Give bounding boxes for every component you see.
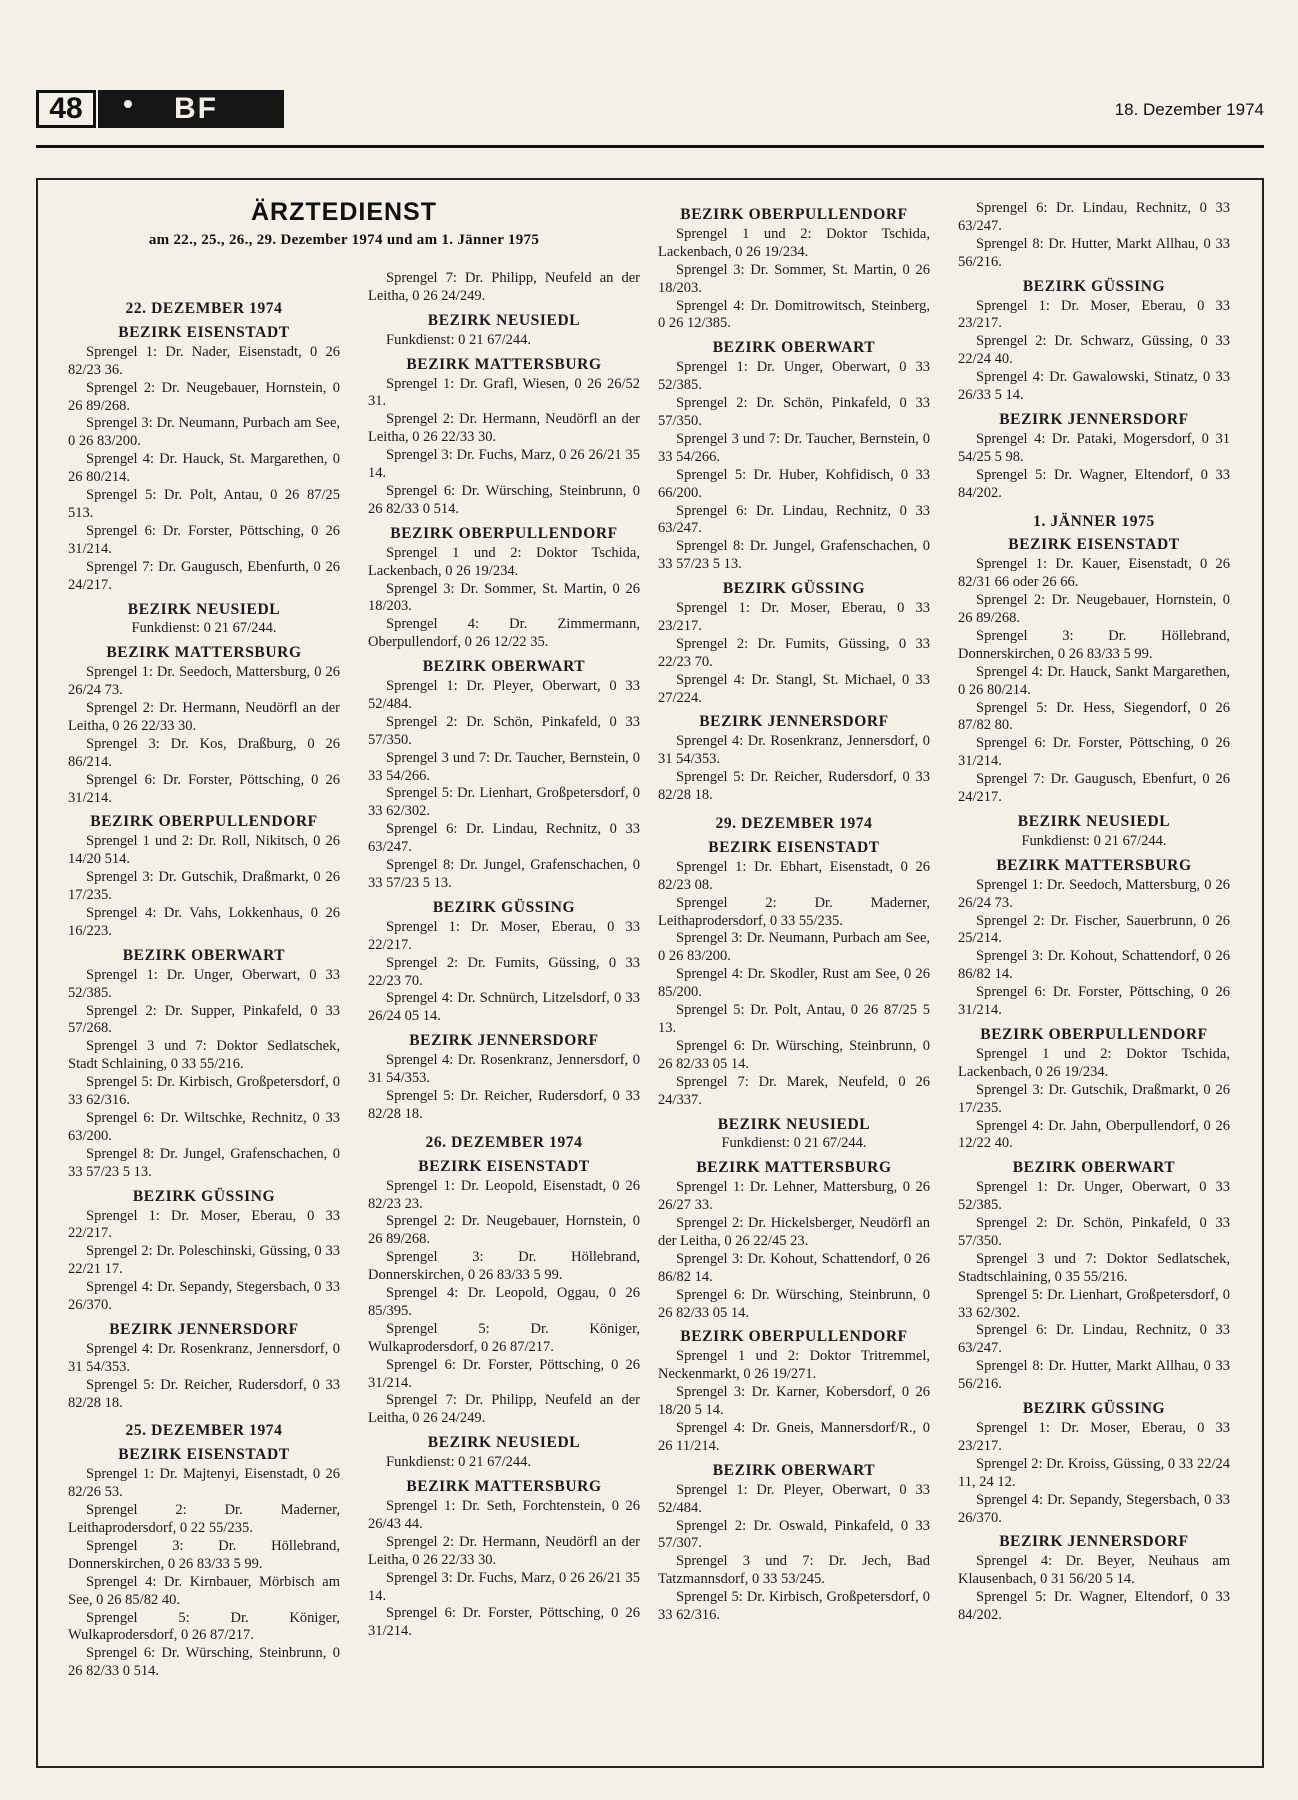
duty-entry: Sprengel 3 und 7: Dr. Jech, Bad Tatzmannsdorf, 0 33 53/245.: [658, 1553, 930, 1588]
duty-entry: Sprengel 5: Dr. Lienhart, Großpetersdorf, 0 33 62/302.: [958, 1286, 1230, 1321]
text-column-1: [68, 290, 340, 1681]
duty-entry: Funkdienst: 0 21 67/244.: [131, 620, 277, 637]
duty-entry: Sprengel 2: Dr. Schön, Pinkafeld, 0 33 57/350.: [658, 395, 930, 429]
duty-entry: Sprengel 5: Dr. Lienhart, Großpetersdorf, 0 33 62/302.: [368, 785, 640, 820]
district-heading: BEZIRK OBERWART: [1012, 1159, 1176, 1177]
notice-title: ÄRZTEDIENST: [251, 198, 437, 226]
duty-entry: Sprengel 4: Dr. Rosenkranz, Jennersdorf, 0 31 54/353.: [658, 733, 930, 768]
duty-entry: Sprengel 1 und 2: Doktor Tschida, Lackenbach, 0 26 19/234.: [368, 544, 640, 579]
duty-entry: Sprengel 3: Dr. Gutschik, Draßmarkt, 0 26 17/235.: [68, 869, 340, 904]
duty-entry: Sprengel 3: Dr. Höllebrand, Donnerskirchen, 0 26 83/33 5 99.: [68, 1537, 340, 1572]
duty-entry: Sprengel 6: Dr. Würsching, Steinbrunn, 0 26 82/33 05 14.: [658, 1286, 930, 1321]
duty-entry: Sprengel 4: Dr. Rosenkranz, Jennersdorf, 0 31 54/353.: [368, 1052, 640, 1087]
district-heading: BEZIRK MATTERSBURG: [696, 1159, 892, 1177]
duty-entry: Sprengel 4: Dr. Pataki, Mogersdorf, 0 31 54/25 5 98.: [958, 430, 1230, 465]
duty-entry: Sprengel 8: Dr. Hutter, Markt Allhau, 0 33 56/216.: [958, 235, 1230, 270]
duty-entry: Sprengel 6: Dr. Lindau, Rechnitz, 0 33 63/247.: [368, 821, 640, 856]
duty-entry: Sprengel 1: Dr. Moser, Eberau, 0 33 23/217.: [958, 1420, 1230, 1454]
district-heading: BEZIRK NEUSIEDL: [1017, 813, 1171, 830]
notice-subtitle: am 22., 25., 26., 29. Dezember 1974 und am 1. Jänner 1975: [148, 232, 540, 248]
duty-entry: Sprengel 1: Dr. Pleyer, Oberwart, 0 33 52/484.: [368, 678, 640, 712]
duty-entry: Sprengel 7: Dr. Philipp, Neufeld an der Leitha, 0 26 24/249.: [368, 270, 640, 304]
duty-entry: Sprengel 1: Dr. Lehner, Mattersburg, 0 26 26/27 33.: [658, 1179, 930, 1214]
date-heading: 25. DEZEMBER 1974: [125, 1422, 283, 1440]
duty-entry: Sprengel 3: Dr. Karner, Kobersdorf, 0 26 18/20 5 14.: [658, 1384, 930, 1419]
duty-entry: Sprengel 2: Dr. Hickelsberger, Neudörfl an der Leitha, 0 26 22/45 23.: [658, 1215, 930, 1249]
duty-entry: Sprengel 2: Dr. Hermann, Neudörfl an der Leitha, 0 26 22/33 30.: [368, 1533, 640, 1568]
district-heading: BEZIRK NEUSIEDL: [127, 600, 281, 618]
duty-entry: Sprengel 4: Dr. Sepandy, Stegersbach, 0 33 26/370.: [958, 1491, 1230, 1526]
district-heading: BEZIRK EISENSTADT: [118, 1446, 290, 1464]
district-heading: BEZIRK MATTERSBURG: [406, 1478, 602, 1496]
duty-entry: Sprengel 2: Dr. Hermann, Neudörfl an der Leitha, 0 26 22/33 30.: [368, 411, 640, 446]
district-heading: BEZIRK NEUSIEDL: [427, 1434, 581, 1452]
duty-entry: Sprengel 8: Dr. Hutter, Markt Allhau, 0 33 56/216.: [958, 1358, 1230, 1393]
duty-entry: Sprengel 6: Dr. Würsching, Steinbrunn, 0 26 82/33 0 514.: [368, 482, 640, 517]
duty-entry: Sprengel 3: Dr. Sommer, St. Martin, 0 26 18/203.: [368, 580, 640, 615]
duty-entry: Sprengel 1: Dr. Kauer, Eisenstadt, 0 26 82/31 66 oder 26 66.: [958, 556, 1230, 591]
duty-entry: Sprengel 3: Dr. Gutschik, Draßmarkt, 0 26 17/235.: [958, 1081, 1230, 1116]
publication-logo: [98, 90, 284, 128]
duty-entry: Sprengel 3: Dr. Fuchs, Marz, 0 26 26/21 35 14.: [368, 1569, 640, 1604]
duty-entry: Sprengel 5: Dr. Königer, Wulkaprodersdorf, 0 26 87/217.: [68, 1609, 340, 1644]
duty-entry: Sprengel 2: Dr. Neugebauer, Hornstein, 0 26 89/268.: [368, 1213, 640, 1248]
logo-dot-icon: [124, 100, 132, 108]
publication-name: BF: [174, 92, 218, 125]
duty-entry: Sprengel 6: Dr. Forster, Pöttsching, 0 26 31/214.: [68, 771, 340, 806]
duty-entry: Sprengel 1: Dr. Majtenyi, Eisenstadt, 0 26 82/26 53.: [68, 1466, 340, 1501]
duty-entry: Funkdienst: 0 21 67/244.: [386, 1454, 532, 1471]
duty-entry: Sprengel 2: Dr. Fischer, Sauerbrunn, 0 26 25/214.: [958, 912, 1230, 947]
duty-entry: Sprengel 3 und 7: Doktor Sedlatschek, Stadtschlaining, 0 35 55/216.: [958, 1250, 1230, 1285]
district-heading: BEZIRK JENNERSDORF: [699, 713, 889, 731]
duty-entry: Sprengel 1: Dr. Nader, Eisenstadt, 0 26 82/23 36.: [68, 343, 340, 378]
district-heading: BEZIRK JENNERSDORF: [409, 1032, 599, 1050]
district-heading: BEZIRK JENNERSDORF: [999, 1533, 1189, 1551]
duty-entry: Sprengel 6: Dr. Würsching, Steinbrunn, 0 26 82/33 0 514.: [68, 1645, 340, 1680]
masthead: [36, 90, 1264, 130]
district-heading: BEZIRK OBERPULLENDORF: [980, 1025, 1208, 1043]
page-number: 48: [36, 90, 96, 128]
duty-entry: Sprengel 3: Dr. Höllebrand, Donnerskirchen, 0 26 83/33 5 99.: [958, 627, 1230, 662]
duty-entry: Sprengel 2: Dr. Maderner, Leithaprodersdorf, 0 22 55/235.: [68, 1502, 340, 1536]
district-heading: BEZIRK JENNERSDORF: [109, 1320, 299, 1338]
duty-entry: Sprengel 4: Dr. Beyer, Neuhaus am Klausenbach, 0 31 56/20 5 14.: [958, 1553, 1230, 1588]
duty-entry: Sprengel 2: Dr. Schwarz, Güssing, 0 33 22/24 40.: [958, 333, 1230, 368]
duty-entry: Sprengel 3 und 7: Dr. Taucher, Bernstein, 0 33 54/266.: [368, 749, 640, 784]
duty-entry: Sprengel 1 und 2: Dr. Roll, Nikitsch, 0 26 14/20 514.: [68, 833, 340, 868]
district-heading: BEZIRK MATTERSBURG: [106, 644, 302, 662]
district-heading: BEZIRK OBERPULLENDORF: [90, 813, 318, 831]
duty-entry: Sprengel 1 und 2: Doktor Tschida, Lackenbach, 0 26 19/234.: [958, 1045, 1230, 1080]
district-heading: BEZIRK OBERWART: [422, 658, 586, 676]
duty-entry: Sprengel 2: Dr. Maderner, Leithaprodersdorf, 0 33 55/235.: [658, 894, 930, 929]
duty-entry: Sprengel 4: Dr. Kirnbauer, Mörbisch am See, 0 26 85/82 40.: [68, 1573, 340, 1608]
duty-entry: Sprengel 1: Dr. Moser, Eberau, 0 33 23/217.: [958, 297, 1230, 332]
duty-entry: Sprengel 5: Dr. Kirbisch, Großpetersdorf, 0 33 62/316.: [658, 1589, 930, 1624]
date-heading: 29. DEZEMBER 1974: [715, 815, 873, 832]
duty-entry: Sprengel 3: Dr. Höllebrand, Donnerskirchen, 0 26 83/33 5 99.: [368, 1249, 640, 1284]
duty-entry: Sprengel 4: Dr. Gawalowski, Stinatz, 0 33 26/33 5 14.: [958, 369, 1230, 404]
duty-entry: Funkdienst: 0 21 67/244.: [386, 331, 532, 348]
text-column-4: [958, 200, 1230, 1625]
duty-entry: Sprengel 8: Dr. Jungel, Grafenschachen, 0 33 57/23 5 13.: [658, 538, 930, 573]
duty-entry: Sprengel 1: Dr. Unger, Oberwart, 0 33 52/385.: [958, 1179, 1230, 1214]
duty-entry: Sprengel 6: Dr. Forster, Pöttsching, 0 26 31/214.: [958, 984, 1230, 1019]
duty-entry: Sprengel 1: Dr. Moser, Eberau, 0 33 22/217.: [368, 918, 640, 953]
duty-entry: Sprengel 3: Dr. Kos, Draßburg, 0 26 86/214.: [68, 735, 340, 770]
duty-entry: Sprengel 5: Dr. Reicher, Rudersdorf, 0 33 82/28 18.: [368, 1087, 640, 1122]
duty-entry: Sprengel 6: Dr. Lindau, Rechnitz, 0 33 63/247.: [958, 200, 1230, 234]
duty-entry: Sprengel 2: Dr. Fumits, Güssing, 0 33 22/23 70.: [368, 954, 640, 989]
date-heading: 1. JÄNNER 1975: [1033, 512, 1155, 530]
duty-entry: Sprengel 5: Dr. Wagner, Eltendorf, 0 33 84/202.: [958, 1589, 1230, 1624]
district-heading: BEZIRK EISENSTADT: [118, 323, 290, 341]
duty-entry: Sprengel 1: Dr. Seth, Forchtenstein, 0 26 26/43 44.: [368, 1498, 640, 1532]
duty-entry: Sprengel 1: Dr. Unger, Oberwart, 0 33 52/385.: [68, 966, 340, 1001]
district-heading: BEZIRK GÜSSING: [132, 1187, 276, 1205]
date-heading: 22. DEZEMBER 1974: [125, 300, 283, 317]
district-heading: BEZIRK OBERWART: [122, 946, 286, 964]
district-heading: BEZIRK OBERPULLENDORF: [390, 524, 618, 542]
duty-entry: Sprengel 4: Dr. Sepandy, Stegersbach, 0 33 26/370.: [68, 1279, 340, 1314]
duty-entry: Sprengel 2: Dr. Oswald, Pinkafeld, 0 33 57/307.: [658, 1517, 930, 1552]
text-column-2: [368, 270, 640, 1641]
duty-entry: Sprengel 4: Dr. Gneis, Mannersdorf/R., 0 26 11/214.: [658, 1420, 930, 1454]
district-heading: BEZIRK OBERPULLENDORF: [680, 1328, 908, 1346]
district-heading: BEZIRK GÜSSING: [722, 580, 866, 598]
duty-entry: Sprengel 5: Dr. Wagner, Eltendorf, 0 33 84/202.: [958, 466, 1230, 501]
duty-entry: Sprengel 5: Dr. Königer, Wulkaprodersdorf, 0 26 87/217.: [368, 1320, 640, 1355]
duty-entry: Sprengel 4: Dr. Schnürch, Litzelsdorf, 0 33 26/24 05 14.: [368, 990, 640, 1025]
header-rule: [36, 145, 1264, 148]
duty-entry: Sprengel 1: Dr. Moser, Eberau, 0 33 23/217.: [658, 600, 930, 634]
district-heading: BEZIRK EISENSTADT: [708, 838, 880, 856]
duty-entry: Sprengel 1: Dr. Leopold, Eisenstadt, 0 26 82/23 23.: [368, 1177, 640, 1212]
duty-entry: Sprengel 1: Dr. Seedoch, Mattersburg, 0 26 26/24 73.: [958, 876, 1230, 911]
duty-entry: Sprengel 5: Dr. Polt, Antau, 0 26 87/25 513.: [68, 487, 340, 521]
duty-entry: Sprengel 8: Dr. Jungel, Grafenschachen, 0 33 57/23 5 13.: [368, 857, 640, 891]
duty-entry: Sprengel 3: Dr. Sommer, St. Martin, 0 26 18/203.: [658, 261, 930, 296]
issue-date: 18. Dezember 1974: [1114, 100, 1264, 119]
district-heading: BEZIRK OBERWART: [712, 1461, 876, 1479]
duty-entry: Sprengel 4: Dr. Hauck, St. Margarethen, 0 26 80/214.: [68, 451, 340, 486]
duty-entry: Sprengel 2: Dr. Poleschinski, Güssing, 0 33 22/21 17.: [68, 1243, 340, 1278]
duty-entry: Sprengel 3 und 7: Doktor Sedlatschek, Stadt Schlaining, 0 33 55/216.: [68, 1038, 340, 1073]
district-heading: BEZIRK GÜSSING: [1022, 277, 1166, 295]
duty-entry: Sprengel 3: Dr. Kohout, Schattendorf, 0 26 86/82 14.: [958, 948, 1230, 983]
duty-entry: Sprengel 6: Dr. Forster, Pöttsching, 0 26 31/214.: [958, 735, 1230, 770]
duty-entry: Sprengel 4: Dr. Vahs, Lokkenhaus, 0 26 16/223.: [68, 905, 340, 939]
duty-entry: Sprengel 1 und 2: Doktor Tschida, Lackenbach, 0 26 19/234.: [658, 225, 930, 260]
duty-entry: Sprengel 4: Dr. Leopold, Oggau, 0 26 85/395.: [368, 1285, 640, 1319]
duty-entry: Sprengel 6: Dr. Lindau, Rechnitz, 0 33 63/247.: [958, 1322, 1230, 1357]
duty-entry: Sprengel 2: Dr. Supper, Pinkafeld, 0 33 57/268.: [68, 1002, 340, 1037]
date-heading: 26. DEZEMBER 1974: [425, 1133, 583, 1151]
duty-entry: Sprengel 5: Dr. Reicher, Rudersdorf, 0 33 82/28 18.: [658, 769, 930, 804]
duty-entry: Sprengel 6: Dr. Forster, Pöttsching, 0 26 31/214.: [368, 1356, 640, 1391]
duty-entry: Sprengel 6: Dr. Würsching, Steinbrunn, 0 26 82/33 05 14.: [658, 1037, 930, 1072]
duty-entry: Sprengel 2: Dr. Hermann, Neudörfl an der Leitha, 0 26 22/33 30.: [68, 700, 340, 734]
duty-entry: Sprengel 5: Dr. Reicher, Rudersdorf, 0 33 82/28 18.: [68, 1376, 340, 1411]
district-heading: BEZIRK MATTERSBURG: [996, 856, 1192, 874]
duty-entry: Sprengel 6: Dr. Forster, Pöttsching, 0 26 31/214.: [68, 522, 340, 557]
duty-entry: Sprengel 7: Dr. Philipp, Neufeld an der Leitha, 0 26 24/249.: [368, 1392, 640, 1427]
duty-entry: Sprengel 5: Dr. Polt, Antau, 0 26 87/25 5 13.: [658, 1002, 930, 1036]
district-heading: BEZIRK OBERWART: [712, 339, 876, 357]
district-heading: BEZIRK JENNERSDORF: [999, 410, 1189, 428]
duty-entry: Sprengel 1: Dr. Moser, Eberau, 0 33 22/217.: [68, 1207, 340, 1242]
duty-entry: Sprengel 4: Dr. Skodler, Rust am See, 0 26 85/200.: [658, 966, 930, 1001]
duty-entry: Sprengel 6: Dr. Forster, Pöttsching, 0 26 31/214.: [368, 1605, 640, 1640]
duty-entry: Sprengel 1: Dr. Pleyer, Oberwart, 0 33 52/484.: [658, 1481, 930, 1516]
district-heading: BEZIRK EISENSTADT: [1008, 536, 1180, 554]
duty-entry: Sprengel 5: Dr. Hess, Siegendorf, 0 26 87/82 80.: [958, 699, 1230, 734]
duty-entry: Sprengel 4: Dr. Hauck, Sankt Margarethen, 0 26 80/214.: [958, 663, 1230, 698]
duty-entry: Sprengel 3: Dr. Neumann, Purbach am See, 0 26 83/200.: [68, 415, 340, 450]
district-heading: BEZIRK GÜSSING: [1022, 1400, 1166, 1418]
duty-entry: Sprengel 1: Dr. Grafl, Wiesen, 0 26 26/52 31.: [368, 375, 640, 410]
duty-entry: Sprengel 3: Dr. Kohout, Schattendorf, 0 26 86/82 14.: [658, 1250, 930, 1285]
duty-entry: Sprengel 7: Dr. Marek, Neufeld, 0 26 24/337.: [658, 1073, 930, 1108]
notice-box: [36, 178, 1264, 1768]
district-heading: BEZIRK NEUSIEDL: [717, 1115, 871, 1133]
duty-entry: Sprengel 5: Dr. Kirbisch, Großpetersdorf, 0 33 62/316.: [68, 1074, 340, 1109]
duty-entry: Sprengel 4: Dr. Domitrowitsch, Steinberg, 0 26 12/385.: [658, 297, 930, 332]
duty-entry: Sprengel 2: Dr. Fumits, Güssing, 0 33 22/23 70.: [658, 635, 930, 670]
duty-entry: Sprengel 2: Dr. Neugebauer, Hornstein, 0 26 89/268.: [958, 592, 1230, 627]
duty-entry: Sprengel 3 und 7: Dr. Taucher, Bernstein, 0 33 54/266.: [658, 430, 930, 465]
district-heading: BEZIRK NEUSIEDL: [427, 311, 581, 329]
duty-entry: Sprengel 3: Dr. Neumann, Purbach am See, 0 26 83/200.: [658, 930, 930, 965]
duty-entry: Sprengel 2: Dr. Schön, Pinkafeld, 0 33 57/350.: [958, 1215, 1230, 1249]
duty-entry: Sprengel 1: Dr. Seedoch, Mattersburg, 0 26 26/24 73.: [68, 664, 340, 699]
text-column-3: [658, 200, 930, 1625]
duty-entry: Sprengel 4: Dr. Stangl, St. Michael, 0 33 27/224.: [658, 671, 930, 706]
district-heading: BEZIRK MATTERSBURG: [406, 355, 602, 373]
duty-entry: Sprengel 6: Dr. Lindau, Rechnitz, 0 33 63/247.: [658, 502, 930, 537]
duty-entry: Sprengel 2: Dr. Neugebauer, Hornstein, 0 26 89/268.: [68, 379, 340, 414]
duty-entry: Funkdienst: 0 21 67/244.: [1021, 832, 1167, 849]
duty-entry: Sprengel 4: Dr. Jahn, Oberpullendorf, 0 26 12/22 40.: [958, 1117, 1230, 1152]
duty-entry: Sprengel 8: Dr. Jungel, Grafenschachen, 0 33 57/23 5 13.: [68, 1145, 340, 1180]
duty-entry: Funkdienst: 0 21 67/244.: [721, 1135, 867, 1152]
duty-entry: Sprengel 5: Dr. Huber, Kohfidisch, 0 33 66/200.: [658, 466, 930, 501]
duty-entry: Sprengel 1 und 2: Doktor Tritremmel, Neckenmarkt, 0 26 19/271.: [658, 1348, 930, 1383]
duty-entry: Sprengel 1: Dr. Ebhart, Eisenstadt, 0 26 82/23 08.: [658, 858, 930, 893]
duty-entry: Sprengel 3: Dr. Fuchs, Marz, 0 26 26/21 35 14.: [368, 447, 640, 482]
duty-entry: Sprengel 4: Dr. Zimmermann, Oberpullendorf, 0 26 12/22 35.: [368, 616, 640, 651]
duty-entry: Sprengel 7: Dr. Gaugusch, Ebenfurt, 0 26 24/217.: [958, 771, 1230, 806]
duty-entry: Sprengel 2: Dr. Kroiss, Güssing, 0 33 22/24 11, 24 12.: [958, 1455, 1230, 1490]
district-heading: BEZIRK EISENSTADT: [418, 1157, 590, 1175]
duty-entry: Sprengel 4: Dr. Rosenkranz, Jennersdorf, 0 31 54/353.: [68, 1340, 340, 1375]
duty-entry: Sprengel 1: Dr. Unger, Oberwart, 0 33 52/385.: [658, 359, 930, 394]
duty-entry: Sprengel 7: Dr. Gaugusch, Ebenfurth, 0 26 24/217.: [68, 558, 340, 593]
duty-entry: Sprengel 2: Dr. Schön, Pinkafeld, 0 33 57/350.: [368, 713, 640, 748]
district-heading: BEZIRK GÜSSING: [432, 898, 576, 916]
duty-entry: Sprengel 6: Dr. Wiltschke, Rechnitz, 0 33 63/200.: [68, 1109, 340, 1144]
district-heading: BEZIRK OBERPULLENDORF: [680, 206, 908, 223]
